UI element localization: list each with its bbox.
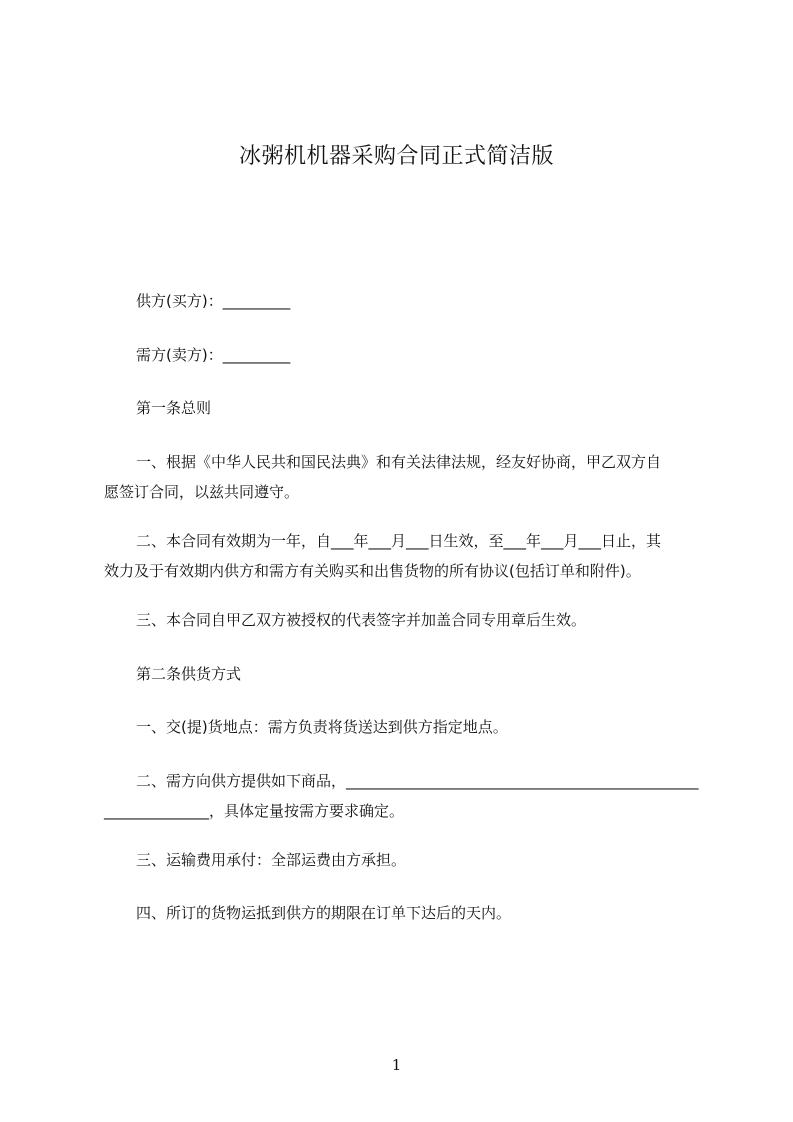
article-2-clause-3: 三、运输费用承付：全部运费由方承担。 bbox=[136, 851, 407, 869]
article-2-clause-1: 一、交(提)货地点：需方负责将货送达到供方指定地点。 bbox=[136, 718, 508, 736]
document-title: 冰粥机机器采购合同正式简洁版 bbox=[238, 144, 554, 169]
article-2-clause-2-line-2: ______________，具体定量按需方要求确定。 bbox=[104, 802, 405, 820]
article-1-clause-1-line-2: 愿签订合同，以兹共同遵守。 bbox=[104, 483, 300, 501]
article-1-clause-1 bbox=[104, 447, 704, 507]
page-number: 1 bbox=[391, 1056, 402, 1074]
article-2-clause-2-line-1: 二、需方向供方提供如下商品，_______________________________________________ bbox=[136, 772, 699, 790]
article-2-clause-2 bbox=[104, 766, 704, 826]
article-1-clause-3: 三、本合同自甲乙双方被授权的代表签字并加盖合同专用章后生效。 bbox=[136, 611, 587, 629]
article-1-clause-2 bbox=[104, 526, 704, 586]
buyer-line: 需方(卖方)：_________ bbox=[136, 346, 291, 364]
article-2-heading: 第二条供货方式 bbox=[136, 665, 242, 683]
article-1-heading: 第一条总则 bbox=[136, 399, 212, 417]
article-1-clause-1-line-1: 一、根据《中华人民共和国民法典》和有关法律法规，经友好协商，甲乙双方自 bbox=[136, 453, 662, 471]
article-2-clause-4: 四、所订的货物运抵到供方的期限在订单下达后的天内。 bbox=[136, 904, 512, 922]
article-1-clause-2-line-1: 二、本合同有效期为一年，自___年___月___日生效，至___年___月___日止，其 bbox=[136, 532, 662, 550]
supplier-line: 供方(买方)：_________ bbox=[136, 292, 291, 310]
article-1-clause-2-line-2: 效力及于有效期内供方和需方有关购买和出售货物的所有协议(包括订单和附件)。 bbox=[104, 562, 641, 580]
